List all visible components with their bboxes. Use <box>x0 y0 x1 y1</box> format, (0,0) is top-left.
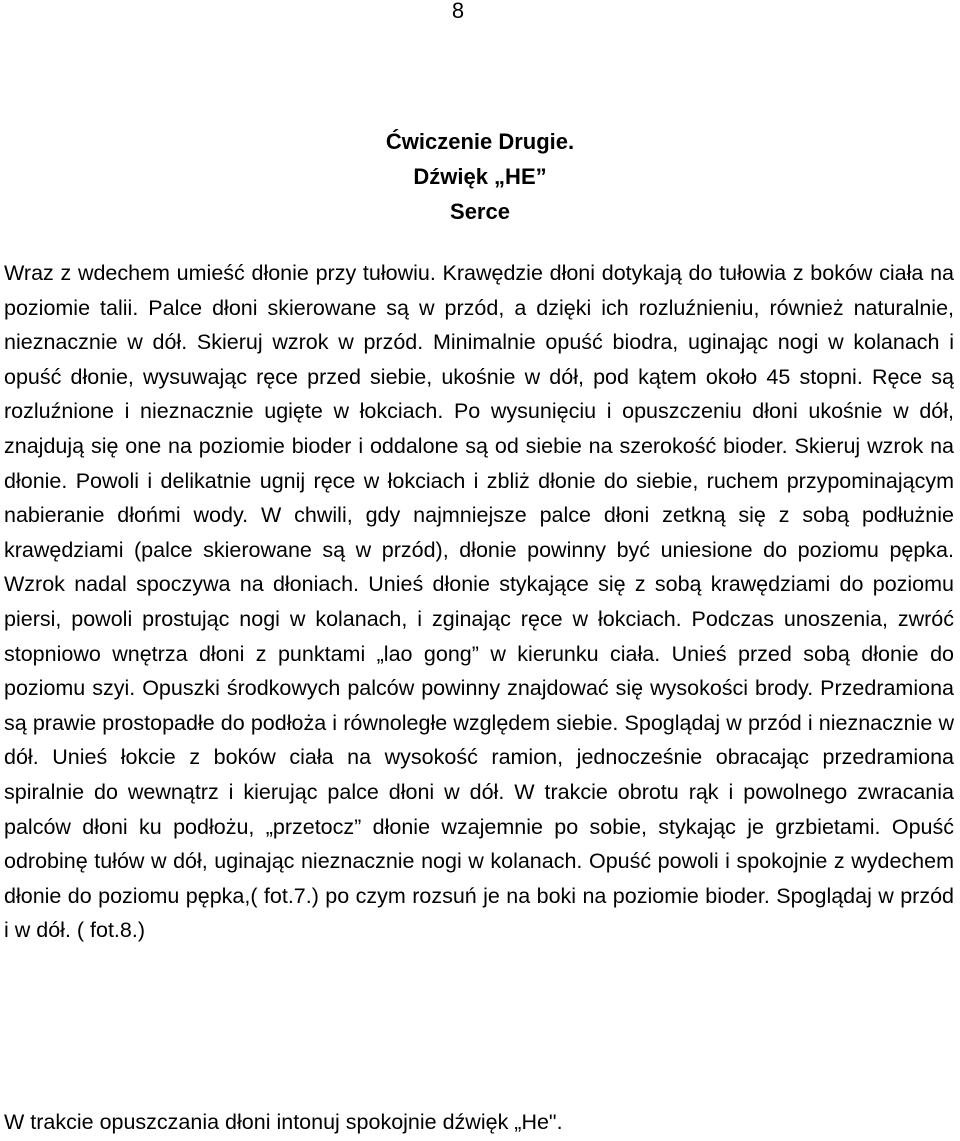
organ-title: Serce <box>450 199 510 224</box>
exercise-heading <box>0 124 960 229</box>
intonation-note: W trakcie opuszczania dłoni intonuj spokojnie dźwięk „He". <box>4 1110 563 1134</box>
instruction-paragraph: Wraz z wdechem umieść dłonie przy tułowiu. Krawędzie dłoni dotykają do tułowia z boków ciała na poziomie talii. Palce dłoni skierowane są w przód, a dzięki ich rozluźnieniu, również naturalnie, nieznacznie w dół. Skieruj wzrok w przód. Minimalnie opuść biodra, uginając nogi w kolanach i opuść dłonie, wysuwając ręce przed siebie, ukośnie w dół, pod kątem około 45 stopni. Ręce są rozluźnione i nieznacznie ugięte w łokciach. Po wysunięciu i opuszczeniu dłoni ukośnie w dół, znajdują się one na poziomie bioder i oddalone są od siebie na szerokość bioder. Skieruj wzrok na dłonie. Powoli i delikatnie ugnij ręce w łokciach i zbliż dłonie do siebie, ruchem przypominającym nabieranie dłońmi wody. W chwili, gdy najmniejsze palce dłoni zetkną się z sobą podłużnie krawędziami (palce skierowane są w przód), dłonie powinny być uniesione do poziomu pępka. Wzrok nadal spoczywa na dłoniach. Unieś dłonie stykające się z sobą krawędziami do poziomu piersi, powoli prostując nogi w kolanach, i zginając ręce w łokciach. Podczas unoszenia, zwróć stopniowo wnętrza dłoni z punktami „lao gong” w kierunku ciała. Unieś przed sobą dłonie do poziomu szyi. Opuszki środkowych palców powinny znajdować się wysokości brody. Przedramiona są prawie prostopadłe do podłoża i równoległe względem siebie. Spoglądaj w przód i nieznacznie w dół. Unieś łokcie z boków ciała na wysokość ramion, jednocześnie obracając przedramiona spiralnie do wewnątrz i kierując palce dłoni w dół. W trakcie obrotu rąk i powolnego zwracania palców dłoni ku podłożu, „przetocz” dłonie wzajemnie po sobie, stykając je grzbietami. Opuść odrobinę tułów w dół, uginając nieznacznie nogi w kolanach. Opuść powoli i spokojnie z wydechem dłonie do poziomu pępka,( fot.7.) po czym rozsuń je na boki na poziomie bioder. Spoglądaj w przód i w dół. ( fot.8.) <box>4 261 954 943</box>
sound-title: Dźwięk „HE” <box>413 164 547 189</box>
exercise-title: Ćwiczenie Drugie. <box>385 129 575 154</box>
page-number: 8 <box>451 0 465 23</box>
